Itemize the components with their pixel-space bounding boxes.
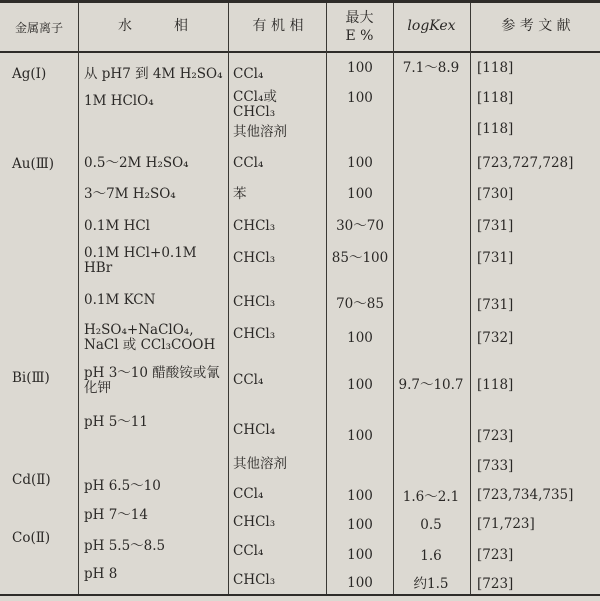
organic-cell: CCl₄	[233, 155, 264, 171]
metal-cell: Au(Ⅲ)	[12, 156, 54, 172]
ref-cell: [118]	[477, 90, 514, 106]
max-e-cell: 30～70	[336, 218, 384, 234]
metal-cell: Ag(Ⅰ)	[12, 66, 47, 82]
divider-4	[393, 3, 394, 594]
max-e-cell: 100	[347, 428, 373, 444]
header-rule	[0, 51, 600, 53]
header-e-line2: E %	[345, 28, 374, 44]
aqueous-cell: 1M HClO₄	[84, 93, 154, 109]
top-rule	[0, 0, 600, 3]
logk-cell: 1.6	[420, 548, 442, 564]
aqueous-cell: pH 5～11	[84, 414, 148, 430]
logk-cell: 0.5	[420, 517, 442, 533]
aqueous-cell: 从 pH7 到 4M H₂SO₄	[84, 66, 223, 82]
divider-5	[470, 3, 471, 594]
organic-cell: CCl₄	[233, 486, 264, 502]
ref-cell: [71,723]	[477, 516, 535, 532]
ref-cell: [723]	[477, 576, 514, 592]
logk-cell: 9.7～10.7	[398, 377, 464, 393]
ref-cell: [731]	[477, 250, 514, 266]
organic-cell: CCl₄或 CHCl₃	[233, 89, 277, 120]
metal-cell: Co(Ⅱ)	[12, 530, 51, 546]
ref-cell: [723]	[477, 547, 514, 563]
ref-cell: [723]	[477, 428, 514, 444]
aqueous-cell: pH 7～14	[84, 507, 148, 523]
organic-cell: CHCl₃	[233, 514, 276, 530]
bottom-rule	[0, 594, 600, 596]
aqueous-cell: pH 3～10 醋酸铵或氰 化钾	[84, 365, 220, 396]
aqueous-cell: 0.1M KCN	[84, 292, 156, 308]
ref-cell: [732]	[477, 330, 514, 346]
max-e-cell: 100	[347, 330, 373, 346]
logk-cell: 约1.5	[413, 576, 449, 592]
ref-cell: [723,734,735]	[477, 487, 574, 503]
header-organic: 有 机 相	[252, 18, 304, 34]
max-e-cell: 100	[347, 60, 373, 76]
organic-cell: 苯	[233, 186, 247, 202]
organic-cell: CHCl₃	[233, 572, 276, 588]
aqueous-cell: 0.1M HCl	[84, 218, 151, 234]
organic-cell: CHCl₃	[233, 326, 276, 342]
header-metal: 金属离子	[14, 21, 63, 35]
header-e-line1: 最大	[345, 10, 374, 26]
aqueous-cell: pH 8	[84, 566, 118, 582]
logk-cell: 7.1～8.9	[402, 60, 460, 76]
max-e-cell: 100	[347, 186, 373, 202]
max-e-cell: 100	[347, 90, 373, 106]
aqueous-cell: pH 5.5～8.5	[84, 538, 166, 554]
metal-cell: Cd(Ⅱ)	[12, 472, 51, 488]
max-e-cell: 70～85	[336, 296, 384, 312]
ref-cell: [118]	[477, 377, 514, 393]
organic-cell: CCl₄	[233, 66, 264, 82]
logk-cell: 1.6～2.1	[402, 489, 460, 505]
aqueous-cell: 0.1M HCl+0.1M HBr	[84, 245, 197, 276]
ref-cell: [118]	[477, 121, 514, 137]
max-e-cell: 100	[347, 377, 373, 393]
organic-cell: 其他溶剂	[233, 456, 287, 472]
ref-cell: [731]	[477, 218, 514, 234]
max-e-cell: 85～100	[331, 250, 389, 266]
divider-1	[78, 3, 79, 594]
organic-cell: CHCl₃	[233, 250, 276, 266]
aqueous-cell: pH 6.5～10	[84, 478, 161, 494]
organic-cell: CCl₄	[233, 543, 264, 559]
max-e-cell: 100	[347, 517, 373, 533]
organic-cell: CHCl₄	[233, 422, 276, 438]
ref-cell: [733]	[477, 458, 514, 474]
organic-cell: CHCl₃	[233, 294, 276, 310]
header-logk: logKex	[407, 18, 456, 34]
max-e-cell: 100	[347, 488, 373, 504]
organic-cell: CCl₄	[233, 372, 264, 388]
aqueous-cell: H₂SO₄+NaClO₄, NaCl 或 CCl₃COOH	[84, 322, 216, 353]
max-e-cell: 100	[347, 575, 373, 591]
ref-cell: [118]	[477, 60, 514, 76]
organic-cell: CHCl₃	[233, 218, 276, 234]
header-aqueous: 水 相	[118, 18, 188, 34]
max-e-cell: 100	[347, 547, 373, 563]
metal-cell: Bi(Ⅲ)	[12, 370, 50, 386]
ref-cell: [730]	[477, 186, 514, 202]
ref-cell: [731]	[477, 297, 514, 313]
ref-cell: [723,727,728]	[477, 155, 574, 171]
max-e-cell: 100	[347, 155, 373, 171]
header-refs: 参 考 文 献	[501, 18, 571, 34]
aqueous-cell: 3～7M H₂SO₄	[84, 186, 176, 202]
organic-cell: 其他溶剂	[233, 124, 287, 140]
divider-2	[228, 3, 229, 594]
aqueous-cell: 0.5～2M H₂SO₄	[84, 155, 189, 171]
